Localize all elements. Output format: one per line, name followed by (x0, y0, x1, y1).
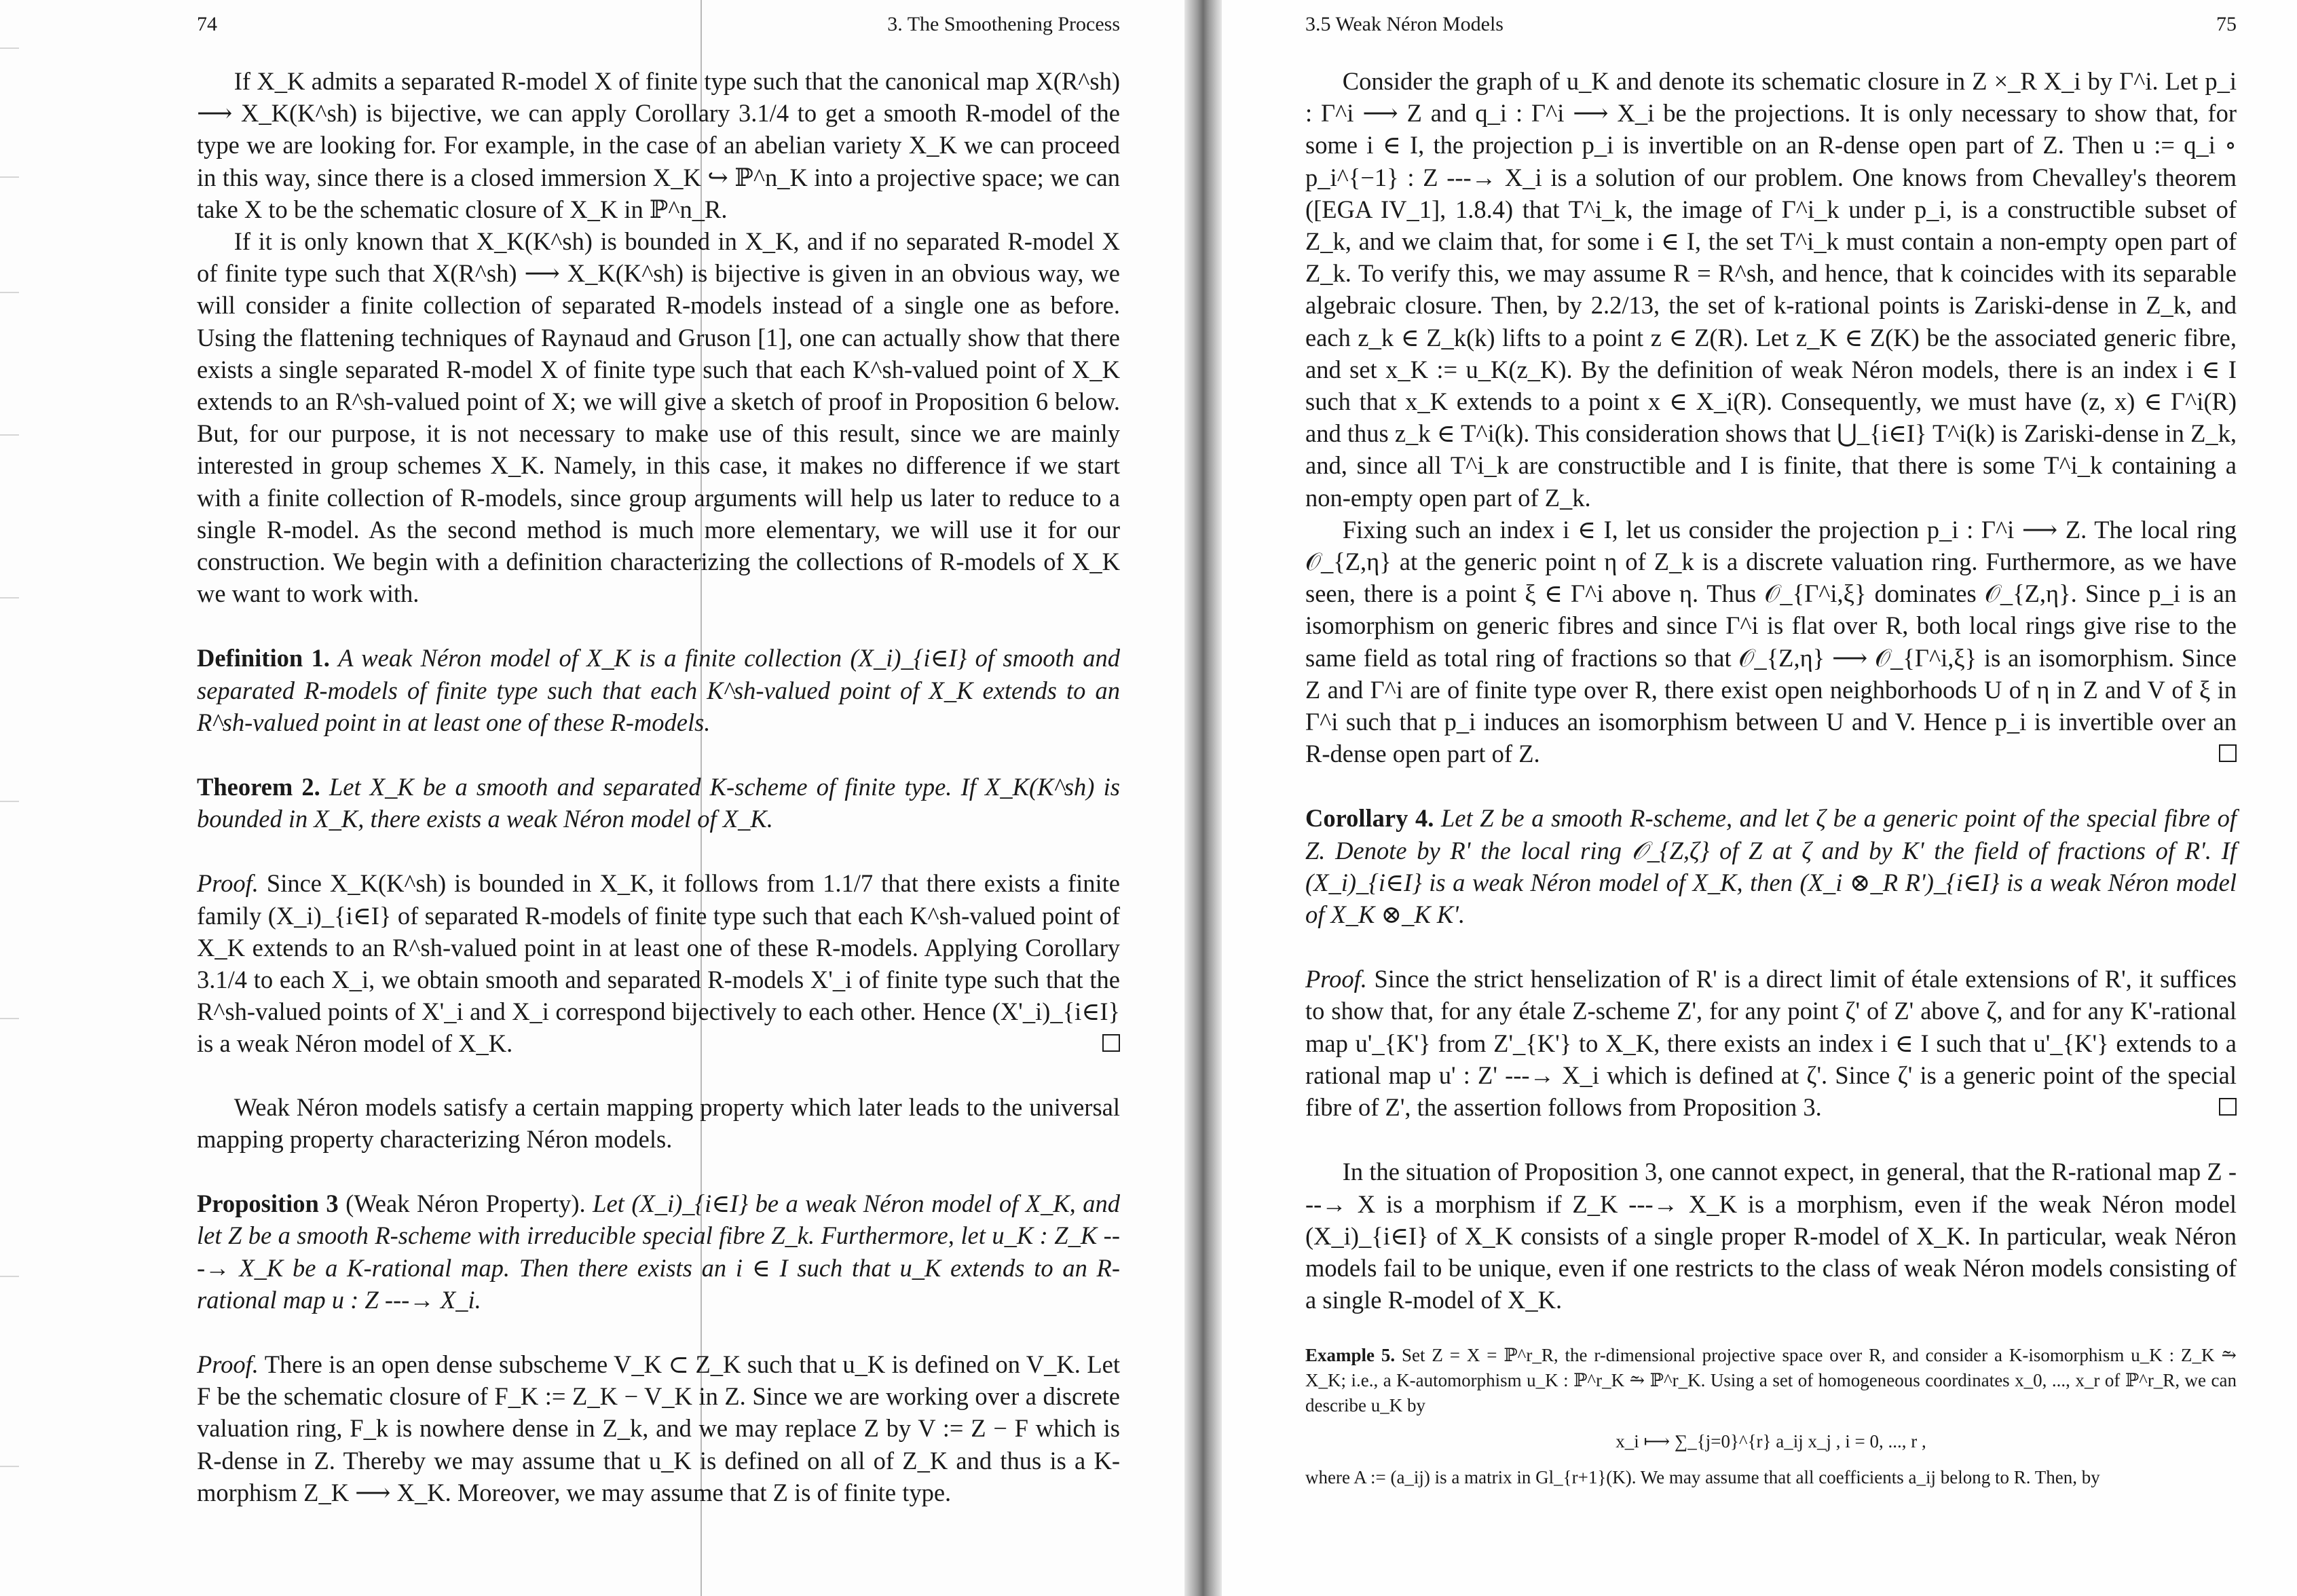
definition-text: A weak Néron model of X_K is a finite collection (X_i)_{i∈I} of smooth and separated R-models of finite type such that each K^sh-valued point of X_K extends to an R^sh-valued point in at least one of these R-models. (197, 644, 1120, 736)
definition-label: Definition 1. (197, 644, 330, 672)
example-formula: x_i ⟼ ∑_{j=0}^{r} a_ij x_j , i = 0, ..., r , (1616, 1431, 1926, 1452)
proof-text: Since the strict henselization of R' is a direct limit of étale extensions of R', it suffices to show that, for any étale Z-scheme Z', for any point ζ' of Z' above ζ, and for any K'-rational map u'_{K'} from Z'_{K'} to X_K, there exists an index i ∈ I such that u'_{K'} extends to a rational map u' : Z' ---→ X_i which is defined at ζ'. Since ζ' is a generic point of the special fibre of Z', the assertion follows from Proposition 3. (1305, 965, 2237, 1122)
paragraph-bounded-case: If it is only known that X_K(K^sh) is bounded in X_K, and if no separated R-model X of finite type such that X(R^sh) ⟶ X_K(K^sh) is bijective is given in an obvious way, we will consider a finite collection of separated R-models instead of a single one as before. Using the flattening techniques of Raynaud and Gruson [1], one can actually show that there exists a single separated R-model X of finite type such that each K^sh-valued point of X_K extends to an R^sh-valued point of X; we will give a sketch of proof in Proposition 6 below. But, for our purpose, it is not necessary to make use of this result, since we are mainly interested in group schemes X_K. Namely, in this case, it makes no difference if we start with a finite collection of R-models, since group arguments will help us later to reduce to a single R-model. As the second method is much more elementary, we will use it for our construction. We begin with a definition characterizing the collections of R-models of X_K we want to work with. (197, 227, 1120, 608)
margin-mark (0, 292, 19, 293)
margin-mark (0, 48, 19, 49)
right-text-column (1305, 65, 2237, 1490)
proof-label: Proof. (197, 869, 259, 898)
margin-mark (0, 176, 19, 178)
right-running-head: 3.5 Weak Néron Models (1305, 13, 1504, 35)
margin-mark (0, 597, 19, 598)
proof-text: Since X_K(K^sh) is bounded in X_K, it follows from 1.1/7 that there exists a finite family (X_i)_{i∈I} of separated R-models of finite type such that each K^sh-valued point of X_K extends to an R^sh-valued point in at least one of these R-models. Applying Corollary 3.1/4 to each X_i, we obtain smooth and separated R-models X'_i of finite type such that the R^sh-valued points of X'_i and X_i correspond bijectively to each other. Hence (X'_i)_{i∈I} is a weak Néron model of X_K. (197, 869, 1121, 1058)
example-5 (1305, 1343, 2237, 1490)
example-intro (1305, 1343, 2237, 1418)
proof-label: Proof. (1305, 965, 1367, 993)
example-text: Set Z = X = ℙ^r_R, the r-dimensional projective space over R, and consider a K-isomorphism u_K : Z_K ⥲ X_K; i.e., a K-automorphism u_K : ℙ^r_K ⥲ ℙ^r_K. Using a set of homogeneous coordinates x_0, ..., x_r of ℙ^r_R, we can describe u_K by (1305, 1345, 2237, 1416)
proposition-text: Let (X_i)_{i∈I} be a weak Néron model of X_K, and let Z be a smooth R-scheme with irreducible special fibre Z_k. Furthermore, let u_K : Z_K ---→ X_K be a K-rational map. Then there exists an i ∈ I such that u_K extends to an R-rational map u : Z ---→ X_i. (197, 1190, 1121, 1314)
left-running-head: 3. The Smoothening Process (887, 13, 1120, 35)
right-page-number: 75 (2216, 13, 2237, 35)
paragraph-mapping-property: Weak Néron models satisfy a certain mapping property which later leads to the universal mapping property characterizing Néron models. (197, 1092, 1120, 1153)
left-page-number: 74 (197, 13, 217, 35)
proof-label: Proof. (197, 1350, 259, 1378)
left-text-column (197, 65, 1120, 1508)
proof-text: There is an open dense subscheme V_K ⊂ Z_K such that u_K is defined on V_K. Let F be the schematic closure of F_K := Z_K − V_K in Z. Since we are working over a discrete valuation ring, F_k is nowhere dense in Z_k, and we may replace Z by V := Z − F which is R-dense in Z. Thereby we may assume that u_K is defined on all of Z_K and thus is a K-morphism Z_K ⟶ X_K. Moreover, we may assume that Z is of finite type. (197, 1350, 1120, 1506)
proof-corollary-4 (1305, 963, 2237, 1123)
example-label: Example 5. (1305, 1345, 1396, 1366)
margin-mark (0, 801, 19, 802)
proposition-label: Proposition 3 (197, 1190, 339, 1218)
margin-mark (0, 1018, 19, 1019)
margin-mark (0, 434, 19, 436)
proposition-3 (197, 1188, 1120, 1316)
theorem-label: Theorem 2. (197, 773, 320, 801)
paragraph-text: Fixing such an index i ∈ I, let us consider the projection p_i : Γ^i ⟶ Z. The local ring 𝒪_{Z,η} at the generic point η of Z_k is a discrete valuation ring. Furthermore, as we have seen, there is a point ξ ∈ Γ^i above η. Thus 𝒪_{Γ^i,ξ} dominates 𝒪_{Z,η}. Since p_i is an isomorphism on generic fibres and since Γ^i is flat over R, both local rings give rise to the same field as total ring of fractions so that 𝒪_{Z,η} ⟶ 𝒪_{Γ^i,ξ} is an isomorphism. Since Z and Γ^i are of finite type over R, there exist open neighborhoods U of η in Z and V of ξ in Γ^i such that p_i induces an isomorphism between U and V. Hence p_i is invertible over an R-dense open part of Z. (1305, 515, 2237, 768)
paragraph-situation: In the situation of Proposition 3, one cannot expect, in general, that the R-rational map Z ---→ X is a morphism if Z_K ---→ X_K is a morphism, even if the weak Néron model (X_i)_{i∈I} of X_K consists of a single proper R-model of X_K. In particular, weak Néron models fail to be unique, even if one restricts to the class of weak Néron models consisting of a single R-model of X_K. (1305, 1158, 2237, 1314)
book-gutter (1184, 0, 1222, 1596)
proposition-name: (Weak Néron Property). (346, 1190, 586, 1218)
qed-symbol (2219, 1098, 2237, 1116)
paragraph-separated-model: If X_K admits a separated R-model X of finite type such that the canonical map X(R^sh) ⟶ X_K(K^sh) is bijective, we can apply Corollary 3.1/4 to get a smooth R-model of the type we are looking for. For example, in the case of an abelian variety X_K we can proceed in this way, since there is a closed immersion X_K ↪ ℙ^n_K into a projective space; we can take X to be the schematic closure of X_K in ℙ^n_R. (197, 67, 1120, 223)
proof-proposition-3 (197, 1348, 1120, 1508)
qed-symbol (2219, 744, 2237, 762)
proof-theorem-2 (197, 867, 1120, 1059)
paragraph-graph-closure: Consider the graph of u_K and denote its schematic closure in Z ×_R X_i by Γ^i. Let p_i : Γ^i ⟶ Z and q_i : Γ^i ⟶ X_i be the projections. It is only necessary to show that, for some i ∈ I, the projection p_i is invertible on an R-dense open part of Z. Then u := q_i ∘ p_i^{−1} : Z ---→ X_i is a solution of our problem. One knows from Chevalley's theorem ([EGA IV_1], 1.8.4) that T^i_k, the image of Γ^i_k under p_i, is a constructible subset of Z_k, and we claim that, for some i ∈ I, the set T^i_k must contain a non-empty open part of Z_k. To verify this, we may assume R = R^sh, and hence, that k coincides with its separable algebraic closure. Then, by 2.2/13, the set of k-rational points is Zariski-dense in Z_k, and each z_k ∈ Z_k(k) lifts to a point z ∈ Z(R). Let z_K ∈ Z(K) be the associated generic fibre, and set x_K := u_K(z_K). By the definition of weak Néron models, there is an index i ∈ I such that x_K extends to a point x ∈ X_i(R). Consequently, we must have (z, x) ∈ Γ^i(R) and thus z_k ∈ T^i(k). This consideration shows that ⋃_{i∈I} T^i(k) is Zariski-dense in Z_k, and, since all T^i_k are constructible and I is finite, that there is some T^i_k containing a non-empty open part of Z_k. (1305, 67, 2237, 512)
corollary-text: Let Z be a smooth R-scheme, and let ζ be a generic point of the special fibre of Z. Denote by R' the local ring 𝒪_{Z,ζ} of Z at ζ and by K' the field of fractions of R'. If (X_i)_{i∈I} is a weak Néron model of X_K, then (X_i ⊗_R R')_{i∈I} is a weak Néron model of X_K ⊗_K K'. (1305, 804, 2237, 929)
theorem-text: Let X_K be a smooth and separated K-scheme of finite type. If X_K(K^sh) is bounded in X_K, there exists a weak Néron model of X_K. (197, 773, 1120, 833)
corollary-4 (1305, 802, 2237, 930)
paragraph-fixing-index (1305, 514, 2237, 770)
margin-mark (0, 1466, 19, 1467)
corollary-label: Corollary 4. (1305, 804, 1434, 833)
definition-1 (197, 642, 1120, 738)
example-continuation: where A := (a_ij) is a matrix in Gl_{r+1}(K). We may assume that all coefficients a_ij belong to R. Then, by (1305, 1467, 2100, 1488)
qed-symbol (1102, 1034, 1120, 1052)
margin-mark (0, 1276, 19, 1277)
theorem-2 (197, 771, 1120, 835)
